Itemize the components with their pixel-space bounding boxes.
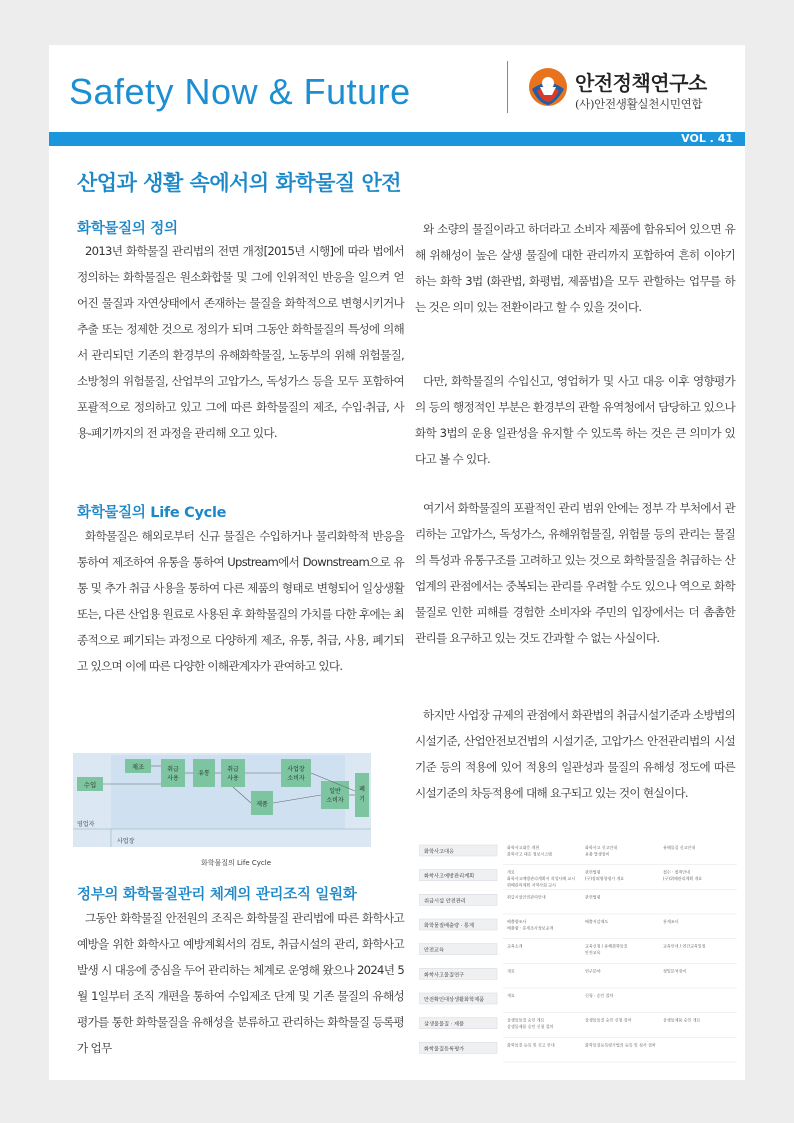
diagram-node-handle-1-label: 취급 [167,766,179,773]
org-table-cell: 개요 [507,993,515,998]
org-table-row-label: 화학사고대응 [424,849,455,855]
org-table-cell: 화학사고 대응 정보시스템 [507,851,553,857]
right-paragraph-4: 하지만 사업장 규제의 관점에서 화관법의 취급시설기준과 소방법의 시설기준, 산업안전보건법의 시설기준, 고압가스 안전관리법의 시설기준 등의 적용에 있어 적용의 일관성과 물질의 유해성 정도에 따른 시설기준의 차등적용에 대해 요구되고 있는 것이 현실이다. [415,708,735,800]
org-table-row-label: 살생물물질 · 제품 [424,1021,465,1028]
masthead-divider [507,61,508,113]
diagram-node-disposal-label: 폐 [359,786,365,793]
org-table-row-label: 취급시설 안전관리 [424,898,466,905]
org-table-cell: (구)위해관리계획 개요 [663,876,703,882]
org-table-cell: 유출 발생장비 [585,851,610,857]
org-table-cell: 연구분야 [585,968,601,974]
diagram-node-business-consumer [281,759,311,787]
org-table-cell: 유해물질 신고안내 [663,845,696,850]
newsletter-page [49,45,745,1080]
diagram-node-general-consumer-label-2: 소비자 [326,797,344,804]
org-table-cell: 화학물질 등록 및 신고 안내 [507,1042,555,1048]
header-band [49,132,745,146]
org-table-cell: 살생물제품 승인 신청 절차 [507,1024,554,1030]
org-table-cell: 개요 [507,869,515,875]
definition-paragraph: 2013년 화학물질 관리법의 전면 개정[2015년 시행]에 따라 법에서 정의하는 화학물질은 원소화합물 및 그에 인위적인 반응을 일으켜 얻어진 물질과 자연상태에서 존재하는 물질을 화학적으로 변형시키거나 추출 또는 정제한 것으로 정의가 되며 그동안 화학물질의 특성에 의해서 관리되던 기존의 환경부의 유해화학물질, 노동부의 위해 위험물질, 소방청의 위험물질, 산업부의 고압가스, 독성가스 등을 모두 포함하여 포괄적으로 정의하고 있고 그에 따른 화학물질의 제조, 수입·취급, 사용-폐기까지의 전 과정을 관리해 오고 있다. [77,244,404,440]
org-table-cell: 위해관리계획 지역사회 교시 [507,882,556,888]
org-table-cell: 화학물질등록평가법의 등록 및 심사 절차 [585,1042,656,1048]
org-table-cell: 살생물물질 승인 개요 [507,1017,545,1023]
diagram-node-business-consumer-label: 사업장 [287,766,305,773]
org-table-cell: 배출량조사 [507,919,527,924]
life-cycle-diagram [71,751,387,851]
life-cycle-paragraph: 화학물질은 해외로부터 신규 물질은 수입하거나 물리화학적 반응을 통하여 제조하여 유통을 통하여 Upstream에서 Downstream으로 유통 및 추가 취급 사용을 통하여 다른 제품의 형태로 변형되어 일상생활 또는, 다른 산업용 원료로 사용된 후 화학물질의 가치를 다한 후에는 최종적으로 폐기되는 과정으로 다양하게 제조, 유통, 취급, 사용, 폐기되고 있으며 이에 따른 다양한 이해관계자가 관여하고 있다. [77,529,404,673]
org-table-cell: 통계조사 [663,919,679,924]
right-paragraph-2: 다만, 화학물질의 수입신고, 영업허가 및 사고 대응 이후 영향평가의 등의 행정적인 부분은 환경부의 관할 유역청에서 담당하고 있으나 화학 3법의 운용 일관성을 유지할 수 있도록 하는 것은 큰 의미가 있다고 볼 수 있다. [415,374,735,466]
organization-paragraph: 그동안 화학물질 안전원의 조직은 화학물질 관리법에 따른 화학사고 예방을 위한 화학사고 예방계획서의 검토, 취급시설의 관리, 화학사고 발생 시 대응에 중심을 두어 관리하는 체계로 운영해 왔으나 2024년 5월 1일부터 조직 개편을 통하여 수입제조 단계 및 기존 물질의 유해성 평가를 통한 화학물질을 유해성을 분류하고 관리하는 화학물질 등록평가 업무 [77,911,404,1055]
diagram-node-manufacture-label: 제조 [131,763,145,771]
org-table-cell: 교육안내 / 연간교육일정 [663,943,706,949]
diagram-node-handle-1 [161,759,185,787]
org-table-row-label: 화학사고예방관리계획 [424,873,475,880]
section-heading-definition: 화학물질의 정의 [77,221,178,237]
diagram-node-general-consumer [321,781,349,809]
org-table-cell: 신청 · 승인 절차 [585,993,614,998]
org-table-cell: 관련법령 [585,894,601,900]
org-table-cell: (구)장외영향평가 개요 [585,876,625,882]
diagram-caption: 화학물질의 Life Cycle [201,859,272,867]
diagram-node-handle-2-label: 취급 [227,766,239,773]
diagram-area-business-label: 사업장 [117,838,135,845]
diagram-area-sales-label: 영업자 [77,821,95,828]
diagram-node-import-label: 수입 [83,781,97,789]
org-table-cell: 살생물물질 승인 신청 절차 [585,1017,632,1023]
org-table-cell: 배출량 · 통계조사정보공개 [507,925,554,931]
diagram-node-handle-1-label-2: 사용 [167,775,179,782]
org-table-cell: 취급시설안전관리안내 [507,894,546,900]
section-heading-organization: 정부의 화학물질관리 체계의 관리조직 일원화 [77,887,357,903]
org-table-row-label: 안전확인대상생활화학제품 [424,997,485,1003]
right-paragraph-1: 와 소량의 물질이라고 하더라고 소비자 제품에 함유되어 있으면 유해 위해성이 높은 살생 물질에 대한 관리까지 포함하여 흔히 이야기하는 화학 3법 (화관법, 화평법, 제품법)을 모두 관할하는 업무를 하는 것은 의미 있는 전환이라고 할 수 있을 것이다. [415,222,735,314]
institute-name: 안전정책연구소 [575,71,707,95]
right-paragraph-3: 여기서 화학물질의 포괄적인 관리 범위 안에는 정부 각 부처에서 관리하는 고압가스, 독성가스, 유해위험물질, 위험물 등의 관리는 물질의 특성과 유통구조를 고려하고 있는 것으로 화학물질을 취급하는 산업계의 관점에서는 중복되는 관리를 우려할 수도 있으나 역으로 화학물질로 인한 피해를 경험한 소비자와 주민의 입장에서는 더 촘촘한 관리를 요구하고 있는 것도 간과할 수 없는 사실이다. [415,501,735,645]
org-table-cell: 화학사고예방관리계획서 작성사례 교시 [507,876,576,882]
article-headline: 산업과 생활 속에서의 화학물질 안전 [77,171,402,195]
org-table-cell: 배출저감제도 [585,919,609,924]
org-table-cell: 화학사고대응 개편 [507,845,540,850]
organization-table [419,841,737,1063]
diagram-node-distribute-label: 유통 [198,770,210,777]
org-table-cell: 교육신청 / 유해화학물질 [585,943,628,949]
institute-parent-org: (사)안전생활실천시민연합 [575,97,703,111]
org-table-cell: 개요 [507,968,515,974]
org-table-row-label: 화학물질등록평가 [424,1046,465,1053]
diagram-node-business-consumer-label-2: 소비자 [287,775,305,782]
org-table-cell: 정밀분석장비 [663,968,687,974]
org-table-cell: 안전교육 [585,950,601,956]
org-table-row-label: 화학사고물질연구 [424,972,465,979]
volume-number: VOL . 41 [681,132,733,145]
org-table-row-label: 화학물질배출량 · 통계 [424,923,475,929]
org-table-cell: 살생물제품 승인 개요 [663,1017,701,1023]
org-table-row-label: 안전교육 [424,947,445,954]
org-table-cell: 화학사고 신고안내 [585,845,618,850]
section-heading-life-cycle: 화학물질의 Life Cycle [77,505,227,521]
diagram-node-disposal [355,773,369,817]
org-table-cell: 접수 · 접객안내 [663,869,690,875]
org-table-cell: 교육소개 [507,943,523,949]
diagram-node-product-label: 제품 [256,801,268,808]
diagram-node-general-consumer-label: 일반 [329,788,341,795]
institute-logo-icon [528,67,568,107]
diagram-node-handle-2-label-2: 사용 [227,775,239,782]
diagram-node-handle-2 [221,759,245,787]
diagram-node-disposal-label-2: 기 [359,796,365,803]
org-table-cell: 관련법령 [585,869,601,875]
newsletter-title: Safety Now & Future [69,71,411,112]
